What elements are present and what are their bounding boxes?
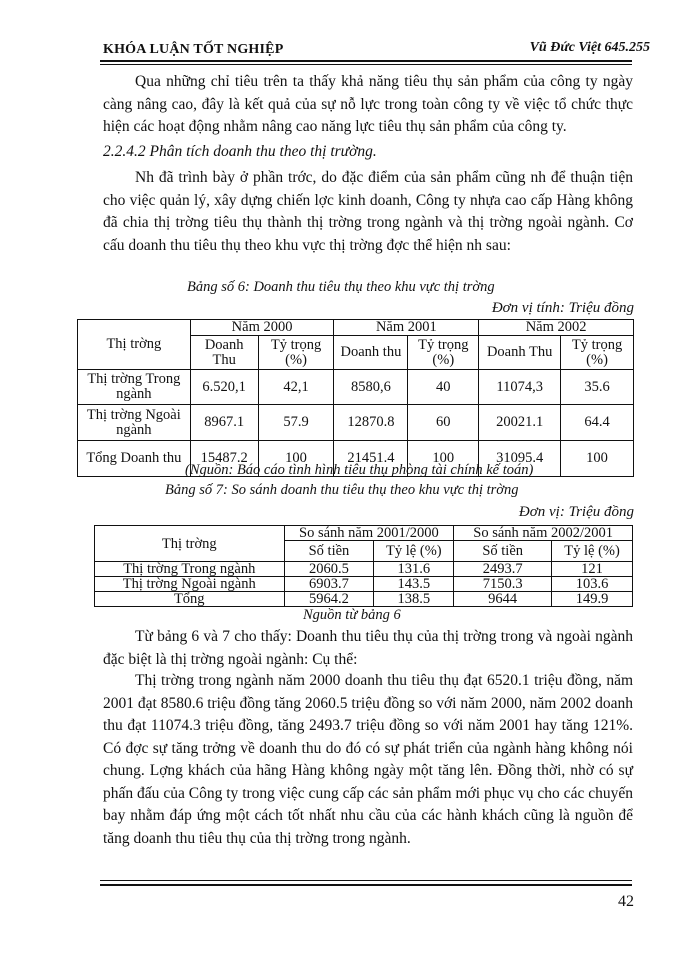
t6-header-market: Thị trờng (78, 320, 191, 370)
table6-source: (Nguồn: Báo cáo tình hình tiêu thụ phòng tài chính kế toán) (185, 462, 534, 478)
t7-cell: 2493.7 (454, 562, 552, 577)
table-row (95, 562, 633, 577)
t6-cell: 100 (561, 441, 634, 477)
t7-cell: 121 (552, 562, 633, 577)
t7-subheader: Tỷ lệ (%) (374, 541, 454, 562)
header-title: KHÓA LUẬN TỐT NGHIỆP (103, 42, 284, 57)
t6-header-year: Năm 2001 (334, 320, 479, 336)
t6-cell: 42,1 (258, 370, 334, 405)
t7-cell: 5964.2 (284, 592, 374, 607)
table6-caption: Bảng số 6: Doanh thu tiêu thụ theo khu vực thị trờng (187, 279, 495, 295)
t6-cell: 20021.1 (479, 405, 561, 441)
table-row (78, 405, 634, 441)
table-row (95, 577, 633, 592)
t7-subheader: Tỷ lệ (%) (552, 541, 633, 562)
t6-cell: 31095.4 (479, 441, 561, 477)
t6-cell: 12870.8 (334, 405, 408, 441)
t7-cell: 9644 (454, 592, 552, 607)
t7-cell: 103.6 (552, 577, 633, 592)
t7-cell: 6903.7 (284, 577, 374, 592)
table7-unit: Đơn vị: Triệu đồng (518, 504, 634, 520)
t7-row-label: Thị trờng Trong ngành (95, 562, 285, 577)
t6-cell: 57.9 (258, 405, 334, 441)
table7-caption: Bảng số 7: So sánh doanh thu tiêu thụ theo khu vực thị trờng (165, 482, 519, 498)
t6-cell: 64.4 (561, 405, 634, 441)
footer-rule (100, 880, 632, 881)
t6-header-year: Năm 2002 (479, 320, 634, 336)
t7-cell: 7150.3 (454, 577, 552, 592)
table-revenue-by-market (77, 319, 634, 477)
page-number: 42 (618, 893, 634, 910)
t6-cell: 6.520,1 (190, 370, 258, 405)
t7-subheader: Số tiền (454, 541, 552, 562)
table-revenue-comparison (94, 525, 633, 607)
t7-cell: 138.5 (374, 592, 454, 607)
t6-cell: 60 (408, 405, 479, 441)
t7-header-group: So sánh năm 2002/2001 (454, 526, 633, 541)
header-rule (100, 60, 632, 62)
t6-subheader: Doanh Thu (479, 336, 561, 370)
footer-rule-thick (100, 884, 632, 886)
t6-cell: 100 (408, 441, 479, 477)
t6-cell: 8580,6 (334, 370, 408, 405)
t7-header-group: So sánh năm 2001/2000 (284, 526, 454, 541)
header-author: Vũ Đức Việt 645.255 (529, 40, 650, 55)
t7-cell: 143.5 (374, 577, 454, 592)
t7-subheader: Số tiền (284, 541, 374, 562)
t6-cell: 8967.1 (190, 405, 258, 441)
t6-header-year: Năm 2000 (190, 320, 334, 336)
paragraph-intro: Qua những chỉ tiêu trên ta thấy khả năng tiêu thụ sản phẩm của công ty ngày càng nâng cao, đây là kết quả của sự nỗ lực trong toàn công ty về việc tổ chức thực hiện các hoạt động nhằm nâng cao năng lực tiêu thụ sản phẩm của công ty. (103, 73, 633, 135)
t7-cell: 149.9 (552, 592, 633, 607)
t6-row-label: Thị trờng Trong ngành (78, 370, 191, 405)
table-row (78, 370, 634, 405)
table-row (95, 592, 633, 607)
header-rule-thin (100, 64, 632, 65)
t7-cell: 131.6 (374, 562, 454, 577)
t6-subheader: Doanh Thu (190, 336, 258, 370)
t6-row-label: Tổng Doanh thu (78, 441, 191, 477)
table7-source: Nguồn từ bảng 6 (303, 607, 401, 623)
t7-header-market: Thị trờng (95, 526, 285, 562)
t6-cell: 11074,3 (479, 370, 561, 405)
t7-row-label: Tổng (95, 592, 285, 607)
t6-row-label: Thị trờng Ngoài ngành (78, 405, 191, 441)
section-heading: 2.2.4.2 Phân tích doanh thu theo thị trường. (103, 143, 377, 160)
t6-subheader: Tỷ trọng (%) (408, 336, 479, 370)
t6-subheader: Doanh thu (334, 336, 408, 370)
t6-cell: 40 (408, 370, 479, 405)
paragraph-summary: Từ bảng 6 và 7 cho thấy: Doanh thu tiêu thụ của thị trờng trong và ngoài ngành đặc biệt là thị trờng ngoài ngành: Cụ thể: (103, 628, 633, 668)
t6-cell: 21451.4 (334, 441, 408, 477)
t6-cell: 100 (258, 441, 334, 477)
t6-cell: 15487.2 (190, 441, 258, 477)
t7-row-label: Thị trờng Ngoài ngành (95, 577, 285, 592)
table6-unit: Đơn vị tính: Triệu đồng (491, 300, 634, 316)
paragraph-market: Nh đã trình bày ở phần trớc, do đặc điểm của sản phẩm cũng nh để thuận tiện cho việc quản lý, xây dựng chiến lợc kinh doanh, Công ty nhựa cao cấp Hàng không đã chia thị trờng tiêu thụ thành thị trờng trong ngành và thị trờng ngoài ngành. Cơ cấu doanh thu tiêu thụ theo khu vực thị trờng đợc thể hiện nh sau: (103, 169, 633, 254)
t6-subheader: Tỷ trọng (%) (258, 336, 334, 370)
t6-subheader: Tỷ trọng (%) (561, 336, 634, 370)
t6-cell: 35.6 (561, 370, 634, 405)
paragraph-analysis: Thị trờng trong ngành năm 2000 doanh thu tiêu thụ đạt 6520.1 triệu đồng, năm 2001 đạt 8580.6 triệu đồng tăng 2060.5 triệu đồng so với năm 2000, năm 2002 doanh thu đạt 11074.3 triệu đồng, tăng 2493.7 triệu đồng so với năm 2001 hay tăng 121%. Có đợc sự tăng trởng về doanh thu do đó có sự phát triển của ngành hàng không nói chung. Lợng khách của hãng Hàng không ngày một tăng lên. Đồng thời, nhờ có sự phấn đấu của Công ty trong việc cung cấp các sản phẩm mới phục vụ cho các chuyến bay nhằm đáp ứng một cách tốt nhất nhu cầu của các hành khách cũng là nguồn để tăng doanh thu tiêu thụ của thị trờng trong ngành. (103, 672, 633, 847)
t7-cell: 2060.5 (284, 562, 374, 577)
